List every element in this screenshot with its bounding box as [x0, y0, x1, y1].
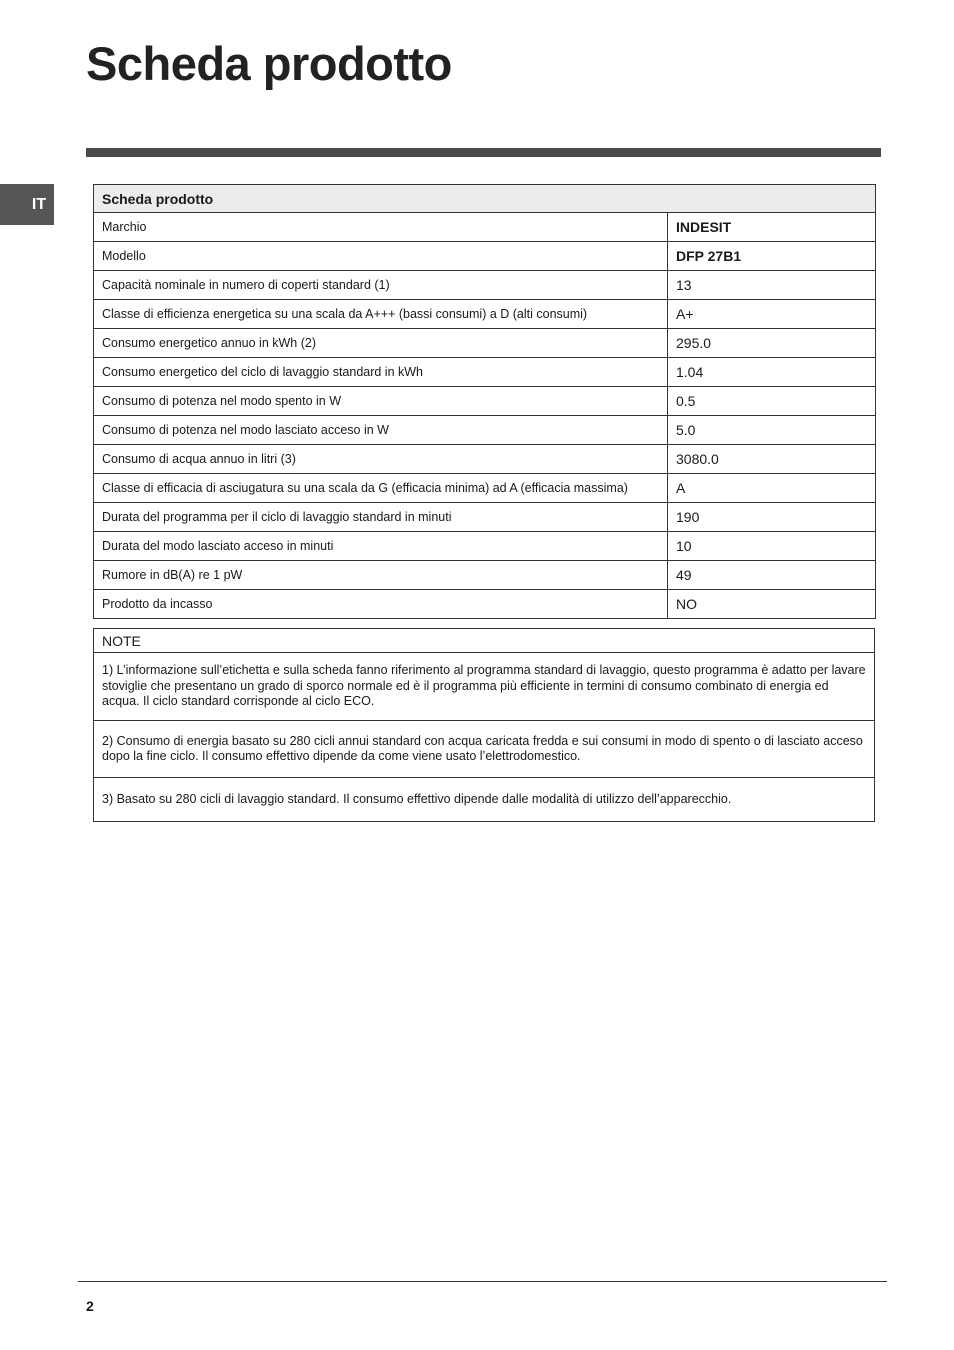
row-label: Classe di efficienza energetica su una scala da A+++ (bassi consumi) a D (alti consumi) [94, 300, 668, 329]
table-row [94, 416, 876, 445]
note-1: 1) L’informazione sull’etichetta e sulla scheda fanno riferimento al programma standard di lavaggio, questo programma è adatto per lavare stoviglie che presentano un grado di sporco normale ed è il programma più efficiente in termini di consumo combinato di energia ed acqua. Il ciclo standard corrisponde al ciclo ECO. [94, 653, 875, 721]
row-label: Durata del modo lasciato acceso in minuti [94, 532, 668, 561]
footer-divider [78, 1281, 887, 1282]
row-label: Durata del programma per il ciclo di lavaggio standard in minuti [94, 503, 668, 532]
table-row [94, 300, 876, 329]
table-row [94, 590, 876, 619]
table-row [94, 242, 876, 271]
product-table-header: Scheda prodotto [94, 185, 876, 213]
row-value: A [668, 474, 876, 503]
row-label: Classe di efficacia di asciugatura su una scala da G (efficacia minima) ad A (efficacia massima) [94, 474, 668, 503]
row-label: Rumore in dB(A) re 1 pW [94, 561, 668, 590]
product-table [93, 184, 876, 619]
note-row [94, 778, 875, 822]
title-divider [86, 148, 881, 157]
row-label: Consumo energetico annuo in kWh (2) [94, 329, 668, 358]
row-label: Consumo di potenza nel modo lasciato acceso in W [94, 416, 668, 445]
language-tab: IT [0, 184, 54, 225]
note-row [94, 653, 875, 721]
note-2: 2) Consumo di energia basato su 280 cicli annui standard con acqua caricata fredda e sui consumi in modo di spento o di lasciato acceso dopo la fine ciclo. Il consumo effettivo dipende da come viene usato l’elettrodomestico. [94, 721, 875, 778]
table-row [94, 561, 876, 590]
row-label: Consumo energetico del ciclo di lavaggio standard in kWh [94, 358, 668, 387]
row-value: 190 [668, 503, 876, 532]
note-row [94, 721, 875, 778]
row-label: Prodotto da incasso [94, 590, 668, 619]
notes-header: NOTE [94, 629, 875, 653]
table-row [94, 387, 876, 416]
note-3: 3) Basato su 280 cicli di lavaggio standard. Il consumo effettivo dipende dalle modalità di utilizzo dell’apparecchio. [94, 778, 875, 822]
table-row [94, 271, 876, 300]
row-label: Consumo di potenza nel modo spento in W [94, 387, 668, 416]
table-row [94, 213, 876, 242]
table-row [94, 445, 876, 474]
row-value-modello: DFP 27B1 [668, 242, 876, 271]
row-value: 10 [668, 532, 876, 561]
row-value: 49 [668, 561, 876, 590]
row-value: 0.5 [668, 387, 876, 416]
page-number: 2 [86, 1298, 94, 1314]
notes-header-row [94, 629, 875, 653]
row-value: 5.0 [668, 416, 876, 445]
row-label: Capacità nominale in numero di coperti standard (1) [94, 271, 668, 300]
table-row [94, 503, 876, 532]
row-value: 3080.0 [668, 445, 876, 474]
row-value: 295.0 [668, 329, 876, 358]
row-value: NO [668, 590, 876, 619]
table-row [94, 532, 876, 561]
row-value: A+ [668, 300, 876, 329]
row-value-marchio: INDESIT [668, 213, 876, 242]
notes-table [93, 628, 875, 822]
table-row [94, 474, 876, 503]
row-label: Consumo di acqua annuo in litri (3) [94, 445, 668, 474]
row-label-modello: Modello [94, 242, 668, 271]
page-title: Scheda prodotto [86, 37, 452, 90]
row-value: 1.04 [668, 358, 876, 387]
table-row [94, 358, 876, 387]
product-table-header-row [94, 185, 876, 213]
table-row [94, 329, 876, 358]
row-label-marchio: Marchio [94, 213, 668, 242]
row-value: 13 [668, 271, 876, 300]
